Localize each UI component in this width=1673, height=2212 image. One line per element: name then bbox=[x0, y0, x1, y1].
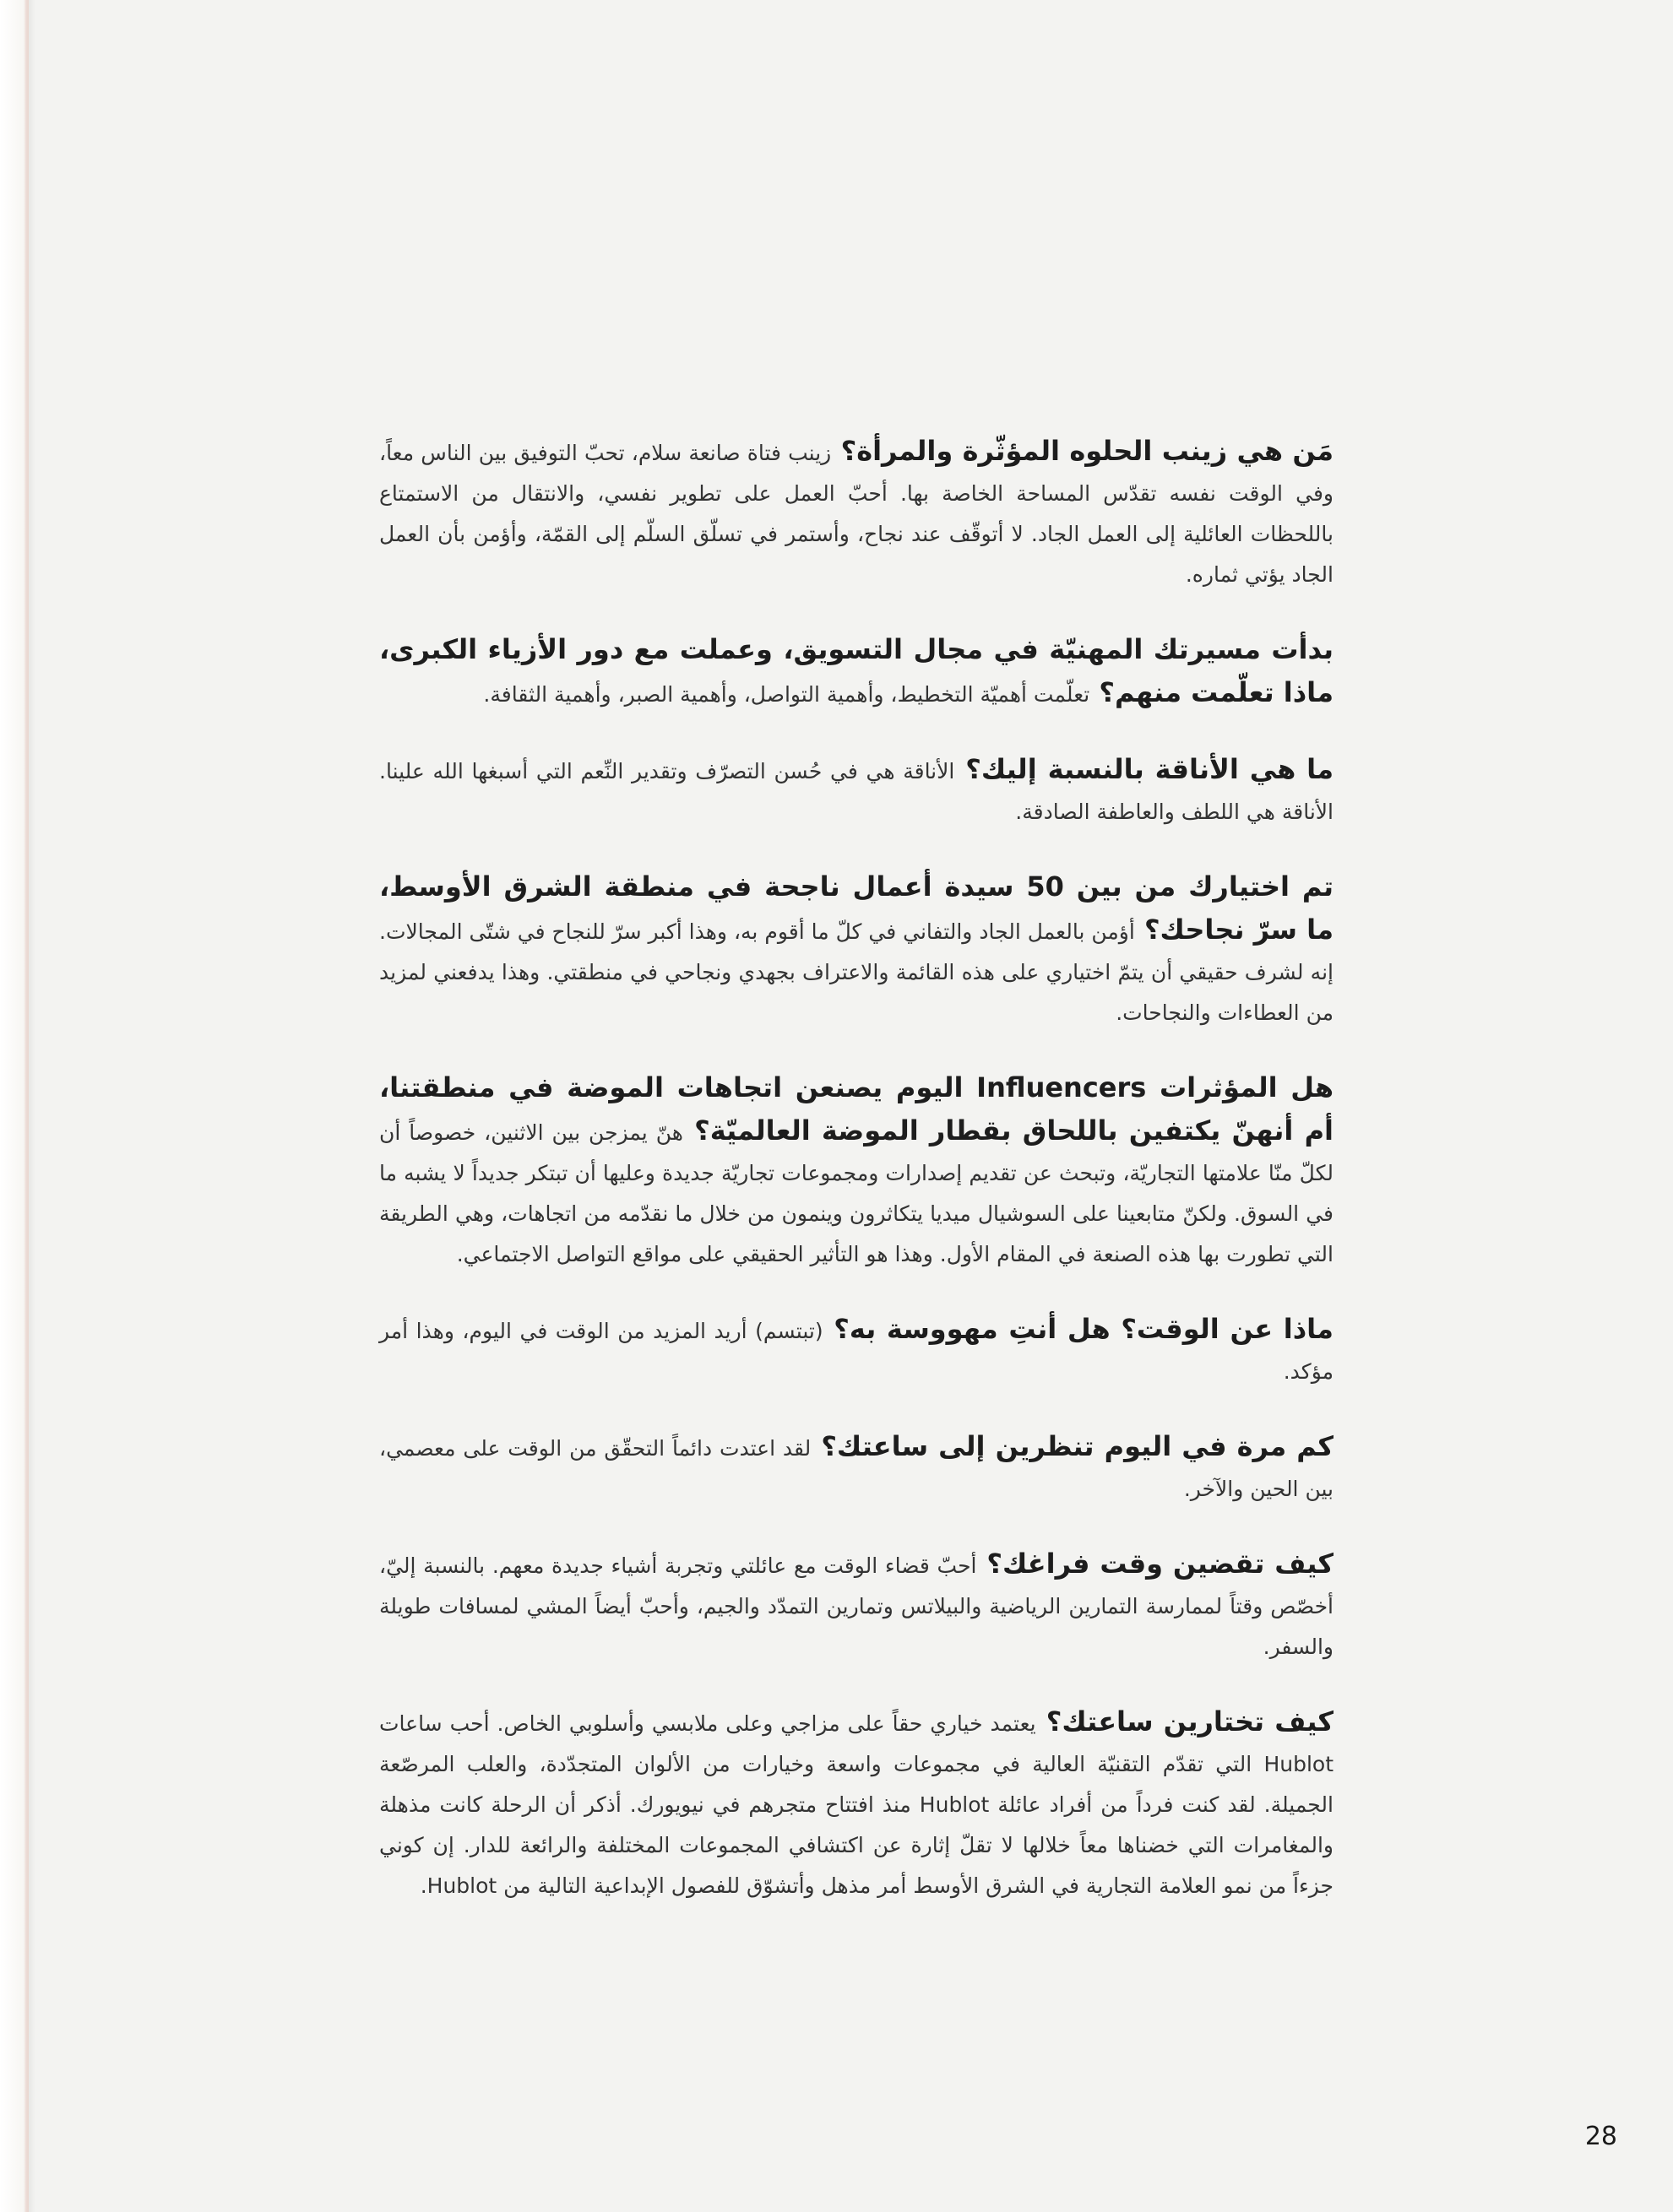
scan-edge bbox=[0, 0, 29, 2212]
answer: يعتمد خياري حقاً على مزاجي وعلى ملابسي وأسلوبي الخاص. أحب ساعات Hublot التي تقدّم التقنيّة العالية في مجموعات واسعة وخيارات من الألوان المتجدّدة، والعلب المرصّعة الجميلة. لقد كنت فرداً من أفراد عائلة Hublot منذ افتتاح متجرهم في نيويورك. أذكر أن الرحلة كانت مذهلة والمغامرات التي خضناها معاً خلالها لا تقلّ إثارة عن اكتشافي المجموعات المختلفة والرائعة للدار. إن كوني جزءاً من نمو العلامة التجارية في الشرق الأوسط أمر مذهل وأتشوّق للفصول الإبداعية التالية من Hublot. bbox=[379, 1711, 1334, 1898]
answer: أحبّ قضاء الوقت مع عائلتي وتجربة أشياء جديدة معهم. بالنسبة إليّ، أخصّص وقتاً لممارسة التمارين الرياضية والبيلاتس وتمارين التمدّد والجيم، وأحبّ أيضاً المشي لمسافات طويلة والسفر. bbox=[379, 1553, 1334, 1659]
qa-block-5 bbox=[379, 1067, 1334, 1275]
interview-article bbox=[379, 431, 1334, 1940]
question: ما هي الأناقة بالنسبة إليك؟ bbox=[954, 753, 1334, 785]
answer: الأناقة هي في حُسن التصرّف وتقدير النِّعم التي أسبغها الله علينا. الأناقة هي اللطف والعاطفة الصادقة. bbox=[379, 759, 1334, 824]
question: كم مرة في اليوم تنظرين إلى ساعتك؟ bbox=[811, 1430, 1334, 1462]
question: مَن هي زينب الحلوه المؤثّرة والمرأة؟ bbox=[831, 435, 1334, 467]
qa-block-6 bbox=[379, 1309, 1334, 1392]
qa-block-2 bbox=[379, 629, 1334, 715]
question: ماذا عن الوقت؟ هل أنتِ مهووسة به؟ bbox=[823, 1313, 1334, 1345]
answer: أؤمن بالعمل الجاد والتفاني في كلّ ما أقوم به، وهذا أكبر سرّ للنجاح في شتّى المجالات. إنه لشرف حقيقي أن يتمّ اختياري على هذه القائمة والاعتراف بجهدي ونجاحي في منطقتي. وهذا يدفعني لمزيد من العطاءات والنجاحات. bbox=[379, 919, 1334, 1025]
qa-block-9 bbox=[379, 1701, 1334, 1906]
answer: لقد اعتدت دائماً التحقّق من الوقت على معصمي، بين الحين والآخر. bbox=[379, 1436, 1334, 1501]
answer: تعلّمت أهميّة التخطيط، وأهمية التواصل، وأهمية الصبر، وأهمية الثقافة. bbox=[483, 682, 1090, 707]
answer: زينب فتاة صانعة سلام، تحبّ التوفيق بين الناس معاً، وفي الوقت نفسه تقدّس المساحة الخاصة بها. أحبّ العمل على تطوير نفسي، والانتقال من الاستمتاع باللحظات العائلية إلى العمل الجاد. لا أتوقّف عند نجاح، وأستمر في تسلّق السلّم إلى القمّة، وأؤمن بأن العمل الجاد يؤتي ثماره. bbox=[379, 441, 1334, 587]
question: هل المؤثرات Influencers اليوم يصنعن اتجاهات الموضة في منطقتنا، أم أنهنّ يكتفين باللحاق بقطار الموضة العالميّة؟ bbox=[379, 1071, 1334, 1147]
question: تم اختيارك من بين 50 سيدة أعمال ناجحة في منطقة الشرق الأوسط، ما سرّ نجاحك؟ bbox=[379, 870, 1334, 946]
page-number: 28 bbox=[1584, 2122, 1617, 2151]
qa-block-7 bbox=[379, 1426, 1334, 1510]
question: بدأت مسيرتك المهنيّة في مجال التسويق، وعملت مع دور الأزياء الكبرى، ماذا تعلّمت منهم؟ bbox=[379, 633, 1334, 708]
qa-block-4 bbox=[379, 866, 1334, 1033]
answer: (تبتسم) أريد المزيد من الوقت في اليوم، وهذا أمر مؤكد. bbox=[379, 1319, 1334, 1384]
qa-block-1 bbox=[379, 431, 1334, 595]
answer: هنّ يمزجن بين الاثنين، خصوصاً أن لكلّ منّا علامتها التجاريّة، وتبحث عن تقديم إصدارات ومجموعات تجاريّة جديدة وعليها أن تبتكر جديداً لا يشبه ما في السوق. ولكنّ متابعينا على السوشيال ميديا يتكاثرون وينمون من خلال ما نقدّمه من اتجاهات، وهي الطريقة التي تطورت بها هذه الصنعة في المقام الأول. وهذا هو التأثير الحقيقي على مواقع التواصل الاجتماعي. bbox=[379, 1120, 1334, 1266]
magazine-page bbox=[29, 0, 1673, 2212]
qa-block-8 bbox=[379, 1543, 1334, 1667]
question: كيف تقضين وقت فراغك؟ bbox=[976, 1548, 1334, 1580]
question: كيف تختارين ساعتك؟ bbox=[1035, 1705, 1334, 1738]
qa-block-3 bbox=[379, 749, 1334, 832]
